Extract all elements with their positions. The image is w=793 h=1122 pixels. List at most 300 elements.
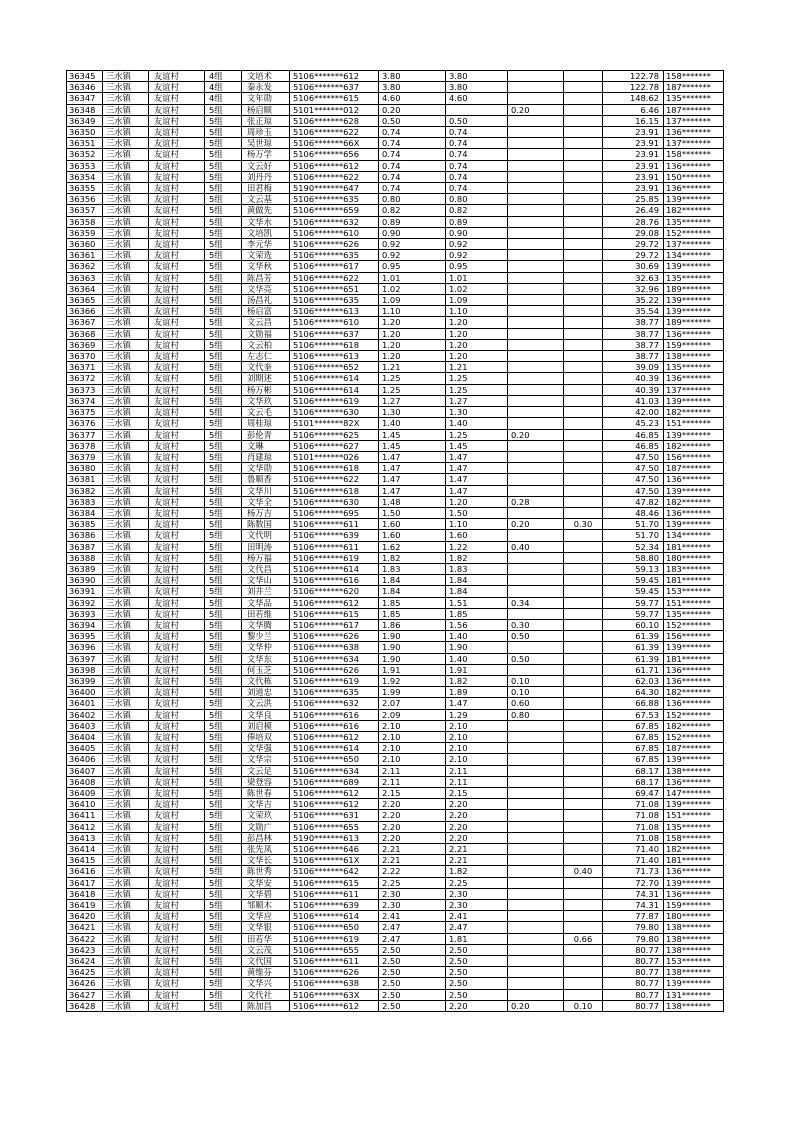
area-b-cell [508,205,564,216]
group-cell: 5组 [205,485,242,496]
town-cell: 三水镇 [103,866,149,877]
town-cell: 三水镇 [103,463,149,474]
name-cell: 文云基 [242,194,290,205]
area-b-cell [508,418,564,429]
total-area-cell: 1.30 [379,407,446,418]
row-id-cell: 36353 [67,160,103,171]
id-number-cell: 5106*******616 [290,720,379,731]
table-row [67,888,724,899]
table-row [67,709,724,720]
area-a-cell: 2.20 [446,1000,508,1011]
village-cell: 友谊村 [149,463,205,474]
area-c-cell [564,586,603,597]
phone-cell: 136******* [664,698,724,709]
area-b-cell [508,552,564,563]
town-cell: 三水镇 [103,194,149,205]
town-cell: 三水镇 [103,149,149,160]
group-cell: 5组 [205,855,242,866]
table-row [67,675,724,686]
table-row [67,250,724,261]
phone-cell: 134******* [664,250,724,261]
amount-cell: 71.08 [603,799,664,810]
phone-cell: 136******* [664,127,724,138]
area-a-cell: 1.56 [446,619,508,630]
village-cell: 友谊村 [149,541,205,552]
group-cell: 5组 [205,339,242,350]
town-cell: 三水镇 [103,900,149,911]
total-area-cell: 0.89 [379,216,446,227]
group-cell: 5组 [205,530,242,541]
id-number-cell: 5106*******616 [290,575,379,586]
group-cell: 5组 [205,967,242,978]
name-cell: 田君梅 [242,183,290,194]
id-number-cell: 5106*******659 [290,205,379,216]
area-a-cell: 2.20 [446,821,508,832]
area-c-cell [564,205,603,216]
name-cell: 鲁顺香 [242,474,290,485]
group-cell: 5组 [205,575,242,586]
area-a-cell: 4.60 [446,93,508,104]
area-b-cell [508,407,564,418]
id-number-cell: 5106*******626 [290,967,379,978]
name-cell: 俸培双 [242,731,290,742]
phone-cell: 147******* [664,788,724,799]
total-area-cell: 2.25 [379,877,446,888]
area-a-cell: 1.45 [446,440,508,451]
name-cell: 文华东 [242,653,290,664]
phone-cell: 139******* [664,519,724,530]
group-cell: 5组 [205,384,242,395]
name-cell: 文华兴 [242,978,290,989]
group-cell: 5组 [205,608,242,619]
row-id-cell: 36367 [67,317,103,328]
group-cell: 5组 [205,496,242,507]
row-id-cell: 36355 [67,183,103,194]
row-id-cell: 36423 [67,944,103,955]
phone-cell: 151******* [664,418,724,429]
town-cell: 三水镇 [103,619,149,630]
town-cell: 三水镇 [103,71,149,82]
amount-cell: 71.40 [603,844,664,855]
area-a-cell: 1.84 [446,586,508,597]
area-b-cell [508,877,564,888]
name-cell: 何玉芝 [242,664,290,675]
row-id-cell: 36422 [67,933,103,944]
village-cell: 友谊村 [149,687,205,698]
id-number-cell: 5106*******630 [290,407,379,418]
table-row [67,653,724,664]
id-number-cell: 5106*******615 [290,877,379,888]
village-cell: 友谊村 [149,642,205,653]
village-cell: 友谊村 [149,272,205,283]
group-cell: 5组 [205,507,242,518]
table-row [67,978,724,989]
name-cell: 文华山 [242,575,290,586]
amount-cell: 80.77 [603,967,664,978]
phone-cell: 135******* [664,362,724,373]
phone-cell: 182******* [664,496,724,507]
area-a-cell: 1.20 [446,351,508,362]
town-cell: 三水镇 [103,250,149,261]
area-b-cell: 0.20 [508,519,564,530]
village-cell: 友谊村 [149,933,205,944]
amount-cell: 40.39 [603,384,664,395]
amount-cell: 23.91 [603,149,664,160]
name-cell: 文华品 [242,597,290,608]
town-cell: 三水镇 [103,933,149,944]
total-area-cell: 1.25 [379,373,446,384]
area-a-cell: 2.41 [446,911,508,922]
village-cell: 友谊村 [149,395,205,406]
area-c-cell [564,832,603,843]
amount-cell: 71.08 [603,810,664,821]
area-a-cell: 1.20 [446,328,508,339]
table-row [67,575,724,586]
table-row [67,216,724,227]
group-cell: 5组 [205,788,242,799]
row-id-cell: 36390 [67,575,103,586]
amount-cell: 61.39 [603,631,664,642]
table-row [67,687,724,698]
group-cell: 5组 [205,407,242,418]
village-cell: 友谊村 [149,138,205,149]
name-cell: 左志仁 [242,351,290,362]
table-row [67,900,724,911]
area-c-cell [564,788,603,799]
town-cell: 三水镇 [103,956,149,967]
town-cell: 三水镇 [103,104,149,115]
amount-cell: 35.54 [603,306,664,317]
area-a-cell: 1.91 [446,664,508,675]
area-a-cell: 0.90 [446,227,508,238]
town-cell: 三水镇 [103,519,149,530]
phone-cell: 152******* [664,227,724,238]
village-cell: 友谊村 [149,799,205,810]
phone-cell: 135******* [664,821,724,832]
table-row [67,272,724,283]
phone-cell: 138******* [664,351,724,362]
town-cell: 三水镇 [103,821,149,832]
name-cell: 刘启模 [242,720,290,731]
total-area-cell: 1.91 [379,664,446,675]
id-number-cell: 5106*******622 [290,127,379,138]
phone-cell: 182******* [664,407,724,418]
total-area-cell: 1.84 [379,586,446,597]
village-cell: 友谊村 [149,653,205,664]
amount-cell: 23.91 [603,138,664,149]
area-c-cell [564,978,603,989]
amount-cell: 32.63 [603,272,664,283]
area-a-cell: 0.50 [446,115,508,126]
area-a-cell: 2.10 [446,743,508,754]
row-id-cell: 36412 [67,821,103,832]
town-cell: 三水镇 [103,115,149,126]
area-c-cell [564,463,603,474]
total-area-cell: 2.07 [379,698,446,709]
table-row [67,171,724,182]
group-cell: 5组 [205,328,242,339]
row-id-cell: 36389 [67,563,103,574]
id-number-cell: 5106*******650 [290,754,379,765]
data-table [66,70,724,1012]
group-cell: 5组 [205,216,242,227]
town-cell: 三水镇 [103,720,149,731]
id-number-cell: 5106*******612 [290,160,379,171]
row-id-cell: 36382 [67,485,103,496]
village-cell: 友谊村 [149,485,205,496]
area-a-cell: 0.92 [446,239,508,250]
amount-cell: 59.77 [603,597,664,608]
phone-cell: 182******* [664,844,724,855]
area-c-cell [564,731,603,742]
table-row [67,82,724,93]
amount-cell: 74.31 [603,900,664,911]
name-cell: 文华全 [242,496,290,507]
area-c-cell [564,922,603,933]
area-c-cell [564,71,603,82]
total-area-cell: 2.20 [379,832,446,843]
area-b-cell [508,978,564,989]
area-a-cell: 0.89 [446,216,508,227]
table-row [67,149,724,160]
area-c-cell [564,373,603,384]
town-cell: 三水镇 [103,597,149,608]
area-a-cell: 1.20 [446,317,508,328]
group-cell: 5组 [205,900,242,911]
town-cell: 三水镇 [103,127,149,138]
group-cell: 5组 [205,250,242,261]
group-cell: 5组 [205,227,242,238]
table-row [67,989,724,1000]
group-cell: 5组 [205,956,242,967]
row-id-cell: 36377 [67,429,103,440]
table-row [67,922,724,933]
id-number-cell: 5106*******637 [290,328,379,339]
group-cell: 5组 [205,463,242,474]
name-cell: 刘道忠 [242,687,290,698]
name-cell: 文华吉 [242,799,290,810]
total-area-cell: 0.74 [379,171,446,182]
area-a-cell: 0.74 [446,138,508,149]
phone-cell: 139******* [664,642,724,653]
town-cell: 三水镇 [103,205,149,216]
phone-cell: 182******* [664,687,724,698]
id-number-cell: 5106*******655 [290,944,379,955]
total-area-cell: 2.30 [379,888,446,899]
row-id-cell: 36372 [67,373,103,384]
name-cell: 陈世春 [242,788,290,799]
town-cell: 三水镇 [103,967,149,978]
village-cell: 友谊村 [149,216,205,227]
phone-cell: 153******* [664,586,724,597]
amount-cell: 47.50 [603,451,664,462]
table-row [67,115,724,126]
total-area-cell: 2.20 [379,810,446,821]
table-row [67,194,724,205]
group-cell: 5组 [205,866,242,877]
town-cell: 三水镇 [103,855,149,866]
id-number-cell: 5106*******611 [290,956,379,967]
group-cell: 5组 [205,911,242,922]
area-c-cell [564,989,603,1000]
area-a-cell: 1.60 [446,530,508,541]
town-cell: 三水镇 [103,698,149,709]
group-cell: 5组 [205,675,242,686]
group-cell: 5组 [205,317,242,328]
area-a-cell: 2.11 [446,765,508,776]
town-cell: 三水镇 [103,877,149,888]
group-cell: 5组 [205,541,242,552]
town-cell: 三水镇 [103,664,149,675]
area-c-cell [564,250,603,261]
village-cell: 友谊村 [149,743,205,754]
amount-cell: 29.08 [603,227,664,238]
table-row [67,261,724,272]
phone-cell: 137******* [664,115,724,126]
group-cell: 5组 [205,799,242,810]
total-area-cell: 2.21 [379,855,446,866]
village-cell: 友谊村 [149,93,205,104]
town-cell: 三水镇 [103,541,149,552]
group-cell: 4组 [205,71,242,82]
amount-cell: 71.08 [603,832,664,843]
row-id-cell: 36403 [67,720,103,731]
phone-cell: 139******* [664,395,724,406]
group-cell: 5组 [205,440,242,451]
area-c-cell [564,272,603,283]
town-cell: 三水镇 [103,239,149,250]
area-c-cell [564,317,603,328]
phone-cell: 181******* [664,541,724,552]
area-b-cell [508,183,564,194]
group-cell: 5组 [205,127,242,138]
area-a-cell: 0.95 [446,261,508,272]
name-cell: 文华长 [242,855,290,866]
area-c-cell [564,900,603,911]
group-cell: 5组 [205,631,242,642]
area-b-cell [508,440,564,451]
row-id-cell: 36345 [67,71,103,82]
area-a-cell: 1.20 [446,496,508,507]
table-row [67,93,724,104]
phone-cell: 139******* [664,429,724,440]
area-c-cell [564,149,603,160]
table-row [67,295,724,306]
group-cell: 5组 [205,978,242,989]
area-a-cell: 1.20 [446,339,508,350]
area-a-cell: 2.21 [446,855,508,866]
area-b-cell [508,530,564,541]
name-cell: 陈数国 [242,519,290,530]
town-cell: 三水镇 [103,743,149,754]
group-cell: 5组 [205,765,242,776]
row-id-cell: 36349 [67,115,103,126]
village-cell: 友谊村 [149,317,205,328]
area-c-cell [564,530,603,541]
name-cell: 张正琼 [242,115,290,126]
total-area-cell: 1.83 [379,563,446,574]
row-id-cell: 36371 [67,362,103,373]
phone-cell: 181******* [664,575,724,586]
table-row [67,104,724,115]
group-cell: 5组 [205,844,242,855]
town-cell: 三水镇 [103,788,149,799]
town-cell: 三水镇 [103,82,149,93]
village-cell: 友谊村 [149,844,205,855]
town-cell: 三水镇 [103,373,149,384]
total-area-cell: 1.40 [379,418,446,429]
total-area-cell: 2.50 [379,1000,446,1011]
group-cell: 5组 [205,149,242,160]
total-area-cell: 0.74 [379,138,446,149]
phone-cell: 189******* [664,283,724,294]
area-c-cell [564,239,603,250]
town-cell: 三水镇 [103,586,149,597]
id-number-cell: 5106*******612 [290,71,379,82]
phone-cell: 139******* [664,485,724,496]
row-id-cell: 36357 [67,205,103,216]
name-cell: 吴世琼 [242,138,290,149]
table-row [67,384,724,395]
area-a-cell: 2.20 [446,810,508,821]
id-number-cell: 5106*******616 [290,709,379,720]
amount-cell: 61.39 [603,642,664,653]
total-area-cell: 1.20 [379,351,446,362]
area-b-cell [508,351,564,362]
total-area-cell: 2.50 [379,967,446,978]
area-a-cell: 2.21 [446,844,508,855]
id-number-cell: 5190*******647 [290,183,379,194]
area-a-cell: 0.74 [446,183,508,194]
town-cell: 三水镇 [103,160,149,171]
id-number-cell: 5106*******631 [290,810,379,821]
table-row [67,138,724,149]
amount-cell: 80.77 [603,1000,664,1011]
area-c-cell [564,82,603,93]
row-id-cell: 36408 [67,776,103,787]
area-c-cell [564,956,603,967]
village-cell: 友谊村 [149,788,205,799]
village-cell: 友谊村 [149,418,205,429]
total-area-cell: 2.10 [379,720,446,731]
table-row [67,631,724,642]
town-cell: 三水镇 [103,776,149,787]
name-cell: 秦永发 [242,82,290,93]
area-a-cell: 0.74 [446,160,508,171]
group-cell: 5组 [205,888,242,899]
table-row [67,440,724,451]
total-area-cell: 1.45 [379,440,446,451]
phone-cell: 182******* [664,720,724,731]
total-area-cell: 0.74 [379,160,446,171]
table-row [67,642,724,653]
village-cell: 友谊村 [149,619,205,630]
area-c-cell: 0.30 [564,519,603,530]
phone-cell: 182******* [664,205,724,216]
town-cell: 三水镇 [103,339,149,350]
group-cell: 5组 [205,429,242,440]
town-cell: 三水镇 [103,653,149,664]
area-b-cell [508,731,564,742]
phone-cell: 139******* [664,194,724,205]
name-cell: 彭伦青 [242,429,290,440]
area-a-cell: 1.82 [446,866,508,877]
table-row [67,597,724,608]
town-cell: 三水镇 [103,844,149,855]
town-cell: 三水镇 [103,474,149,485]
area-c-cell [564,642,603,653]
row-id-cell: 36398 [67,664,103,675]
